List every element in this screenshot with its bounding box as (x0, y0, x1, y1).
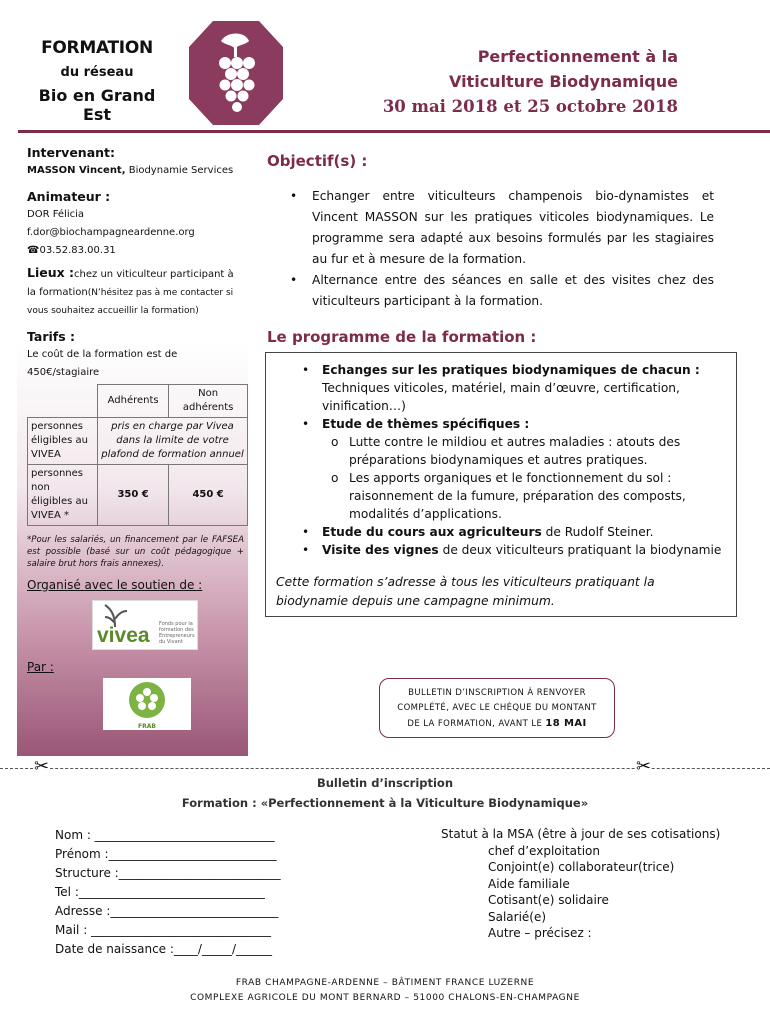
statut-option[interactable]: Salarié(e) (488, 909, 547, 924)
nom-field[interactable]: Nom : ______________________________ (55, 828, 275, 842)
bulletin-deadline: 18 MAI (545, 718, 587, 729)
statut-option[interactable]: Conjoint(e) collaborateur(trice) (488, 860, 675, 874)
network-title-line1: FORMATION (41, 38, 153, 58)
objectifs-list (290, 186, 714, 312)
programme-item-text: Techniques viticoles, matériel, main d’œuvre, certification, vinification…) (322, 381, 680, 413)
tarifs-table (27, 384, 248, 526)
lieux-label: Lieux : (27, 265, 75, 280)
objectifs-title: Objectif(s) : (267, 152, 368, 170)
network-title (22, 38, 172, 124)
programme-item-text: de Rudolf Steiner. (541, 525, 654, 539)
scissors-icon: ✂ (636, 756, 652, 777)
intervenant-org: Biodynamie Services (128, 165, 234, 176)
programme-item-heading: Etude du cours aux agriculteurs (322, 525, 542, 539)
row-eligibles-value: pris en charge par Vivea dans la limite de votre plafond de formation annuel (98, 418, 248, 465)
programme-item-text: de deux viticulteurs pratiquant la biodynamie (438, 543, 722, 557)
birthdate-field[interactable]: Date de naissance :____/_____/______ (55, 942, 272, 956)
programme-item (302, 523, 726, 541)
intervenant-value (27, 162, 244, 180)
tarifs-intro: Le coût de la formation est de 450€/stagiaire (27, 349, 178, 378)
info-sidebar (17, 138, 248, 756)
animateur-email[interactable]: f.dor@biochampagneardenne.org (27, 227, 195, 238)
statut-option[interactable]: Autre – précisez : (488, 926, 592, 940)
programme-item (302, 541, 726, 559)
animateur-phone: ☎03.52.83.00.31 (27, 245, 116, 256)
header-divider (18, 130, 770, 133)
programme-item (302, 415, 726, 433)
network-title-line2: du réseau (60, 65, 134, 80)
lieux-block (27, 264, 244, 320)
footer-line1: FRAB CHAMPAGNE-ARDENNE – BÂTIMENT FRANCE LUZERNE (235, 978, 535, 988)
bulletin-callout-line1: BULLETIN D’INSCRIPTION À RENVOYER (408, 688, 586, 698)
statut-option[interactable]: chef d’exploitation (488, 843, 601, 858)
formation-title-line1: Perfectionnement à la (477, 47, 678, 66)
frab-flower-icon (127, 680, 167, 720)
programme-item-heading: Etude de thèmes spécifiques : (322, 417, 530, 431)
col-non-adherents: Non adhérents (169, 385, 248, 418)
programme-subitem: o Lutte contre le mildiou et autres maladies : atouts des préparations biodynamiques et autres pratiques. (302, 433, 726, 469)
row-non-eligibles-label: personnes non éligibles au VIVEA * (28, 465, 98, 526)
organise-label: Organisé avec le soutien de : (27, 578, 203, 592)
tarifs-corner (28, 385, 98, 418)
price-non-adherents: 450 € (169, 465, 248, 526)
vivea-logo-subtitle: Fonds pour la formation des Entrepreneurs du Vivant (159, 621, 195, 645)
par-label: Par : (27, 660, 54, 674)
statut-msa (441, 826, 720, 942)
structure-field[interactable]: Structure :___________________________ (55, 866, 281, 880)
objectif-item: • Alternance entre des séances en salle et des visites chez des viticulteurs participant à la formation. (290, 270, 714, 312)
vivea-logo (92, 600, 198, 650)
programme-title: Le programme de la formation : (267, 328, 537, 346)
col-adherents: Adhérents (98, 385, 169, 418)
formation-title (378, 44, 678, 119)
bulletin-callout-line3-text: DE LA FORMATION, AVANT LE (407, 719, 546, 729)
statut-option[interactable]: Cotisant(e) solidaire (488, 893, 609, 907)
statut-label: Statut à la MSA (être à jour de ses cotisations) (441, 827, 721, 841)
prenom-field[interactable]: Prénom :____________________________ (55, 847, 277, 861)
footer-line2: COMPLEXE AGRICOLE DU MONT BERNARD – 51000 CHALONS-EN-CHAMPAGNE (190, 993, 580, 1003)
intervenant-name: MASSON Vincent, (27, 165, 126, 176)
grape-logo (187, 19, 285, 127)
objectif-item: • Echanger entre viticulteurs champenois bio-dynamistes et Vincent MASSON sur les pratiques viticoles biodynamiques. Le programme sera adapté aux besoins formulés par les stagiaires au fur et à mesure de la formation. (290, 186, 714, 270)
frab-logo-text: FRAB (138, 723, 156, 730)
programme-item (302, 361, 726, 415)
cut-line (0, 768, 770, 769)
lieux-note: (N’hésitez pas à me contacter si vous souhaitez accueillir la formation) (27, 288, 234, 316)
scissors-icon: ✂ (34, 756, 50, 777)
network-title-line3: Bio en Grand Est (38, 86, 156, 124)
lieux-text: chez un viticulteur participant à la formation (27, 269, 234, 298)
frab-logo (103, 678, 191, 730)
animateur-name: DOR Félicia (27, 209, 85, 220)
adresse-field[interactable]: Adresse :____________________________ (55, 904, 279, 918)
programme-item-heading: Visite des vignes (322, 543, 439, 557)
intervenant-label: Intervenant: (27, 145, 116, 160)
salaries-note: *Pour les salariés, un financement par le FAFSEA est possible (basé sur un coût pédagogique + salaire brut hors frais annexes). (27, 535, 244, 569)
tel-field[interactable]: Tel :_______________________________ (55, 885, 265, 899)
bulletin-callout (379, 678, 615, 738)
programme-target-audience: Cette formation s’adresse à tous les viticulteurs pratiquant la biodynamie depuis une campagne minimum. (276, 575, 655, 608)
animateur-label: Animateur : (27, 189, 111, 204)
form-title: Bulletin d’inscription (316, 776, 454, 790)
bulletin-callout-line2: COMPLÉTÉ, AVEC LE CHÈQUE DU MONTANT (397, 703, 597, 713)
vivea-logo-text: vivea (97, 624, 150, 647)
statut-option[interactable]: Aide familiale (488, 876, 570, 891)
formation-dates: 30 mai 2018 et 25 octobre 2018 (382, 97, 678, 116)
formation-title-line2: Viticulture Biodynamique (448, 72, 678, 91)
row-eligibles-label: personnes éligibles au VIVEA (28, 418, 98, 465)
mail-field[interactable]: Mail : ______________________________ (55, 923, 272, 937)
programme-subitem: o Les apports organiques et le fonctionnement du sol : raisonnement de la fumure, préparation des composts, modalités d’applications. (302, 469, 726, 523)
programme-item-heading: Echanges sur les pratiques biodynamiques de chacun : (322, 363, 700, 377)
bulletin-callout-line3 (380, 716, 614, 732)
form-subtitle: Formation : «Perfectionnement à la Viticulture Biodynamique» (181, 796, 589, 810)
programme-box (265, 352, 737, 617)
form-fields (55, 826, 281, 959)
tarifs-label: Tarifs : (27, 329, 76, 344)
price-adherents: 350 € (98, 465, 169, 526)
